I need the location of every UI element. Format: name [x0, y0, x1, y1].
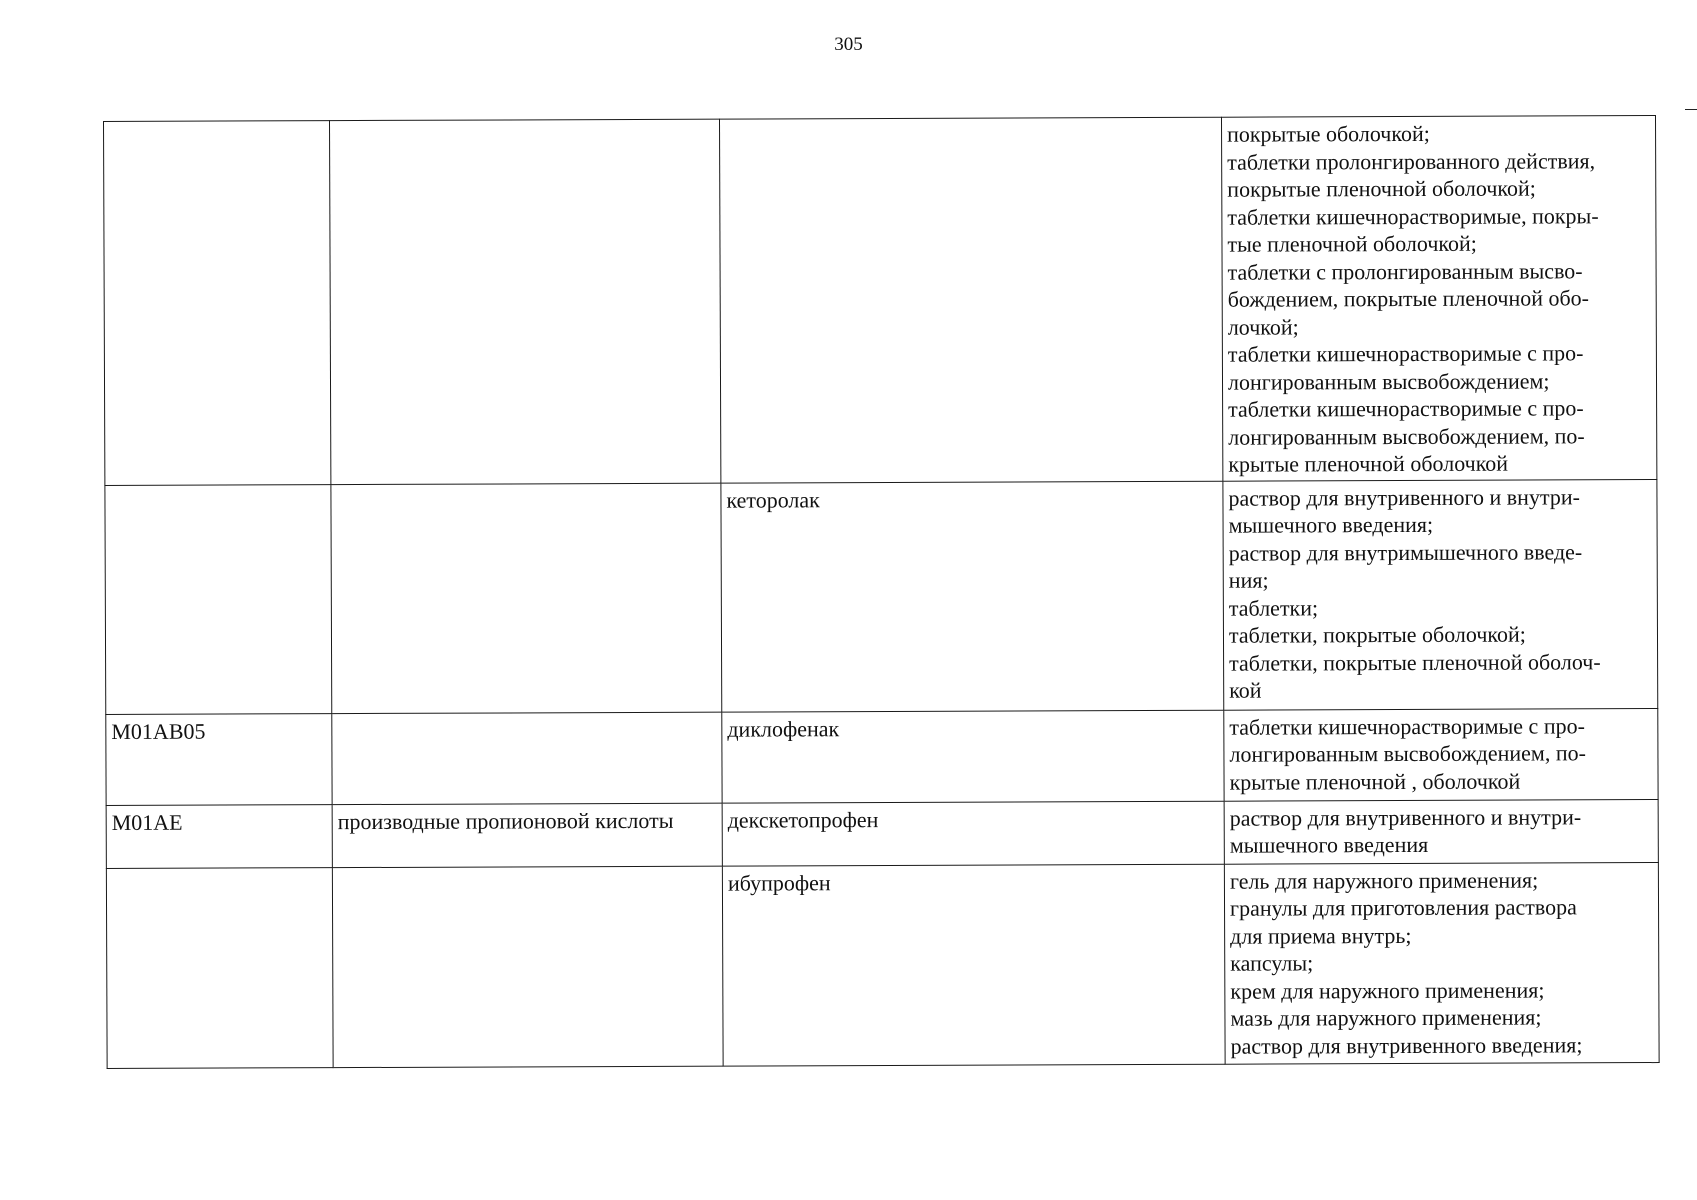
- atc-code-cell: [106, 867, 333, 1068]
- drug-name-cell: [719, 117, 1222, 482]
- drug-name-cell: ибупрофен: [722, 864, 1225, 1066]
- drug-name-cell: кеторолак: [721, 481, 1224, 712]
- group-cell: [331, 483, 722, 713]
- group-cell: [332, 866, 723, 1067]
- table-row: [106, 708, 1658, 805]
- group-cell: производные пропионовой кислоты: [332, 803, 722, 867]
- dosage-forms-cell: покрытые оболочкой; таблетки пролонгированного действия, покрытые пленочной оболочкой; таблетки кишечнорастворимые, покры- тые пленочной оболочкой; таблетки с пролонгированным высво- бождением, покрытые пленочной обо- лочкой; таблетки кишечнорастворимые с про- лонгированным высвобождением; таблетки кишечнорастворимые с про- лонгированным высвобождением, по- крытые пленочной оболочкой: [1221, 116, 1656, 481]
- drug-name-cell: декскетопрофен: [722, 801, 1224, 866]
- table-row: [106, 862, 1659, 1068]
- dosage-forms-cell: раствор для внутривенного и внутри- мышечного введения: [1224, 799, 1658, 864]
- dosage-forms-cell: гель для наружного применения; гранулы для приготовления раствора для приема внутрь; капсулы; крем для наружного применения; мазь для наружного применения; раствор для внутривенного введения;: [1224, 862, 1659, 1064]
- drug-name-cell: диклофенак: [722, 710, 1224, 803]
- page-number: 305: [834, 34, 863, 55]
- group-cell: [332, 712, 722, 804]
- dosage-forms-cell: раствор для внутривенного и внутри- мышечного введения; раствор для внутримышечного введе- ния; таблетки; таблетки, покрытые оболочкой; таблетки, покрытые пленочной оболоч- кой: [1223, 479, 1658, 710]
- atc-code-cell: M01AE: [106, 804, 332, 868]
- edge-mark: [1685, 109, 1697, 110]
- table-row: [105, 479, 1658, 714]
- group-cell: [330, 119, 721, 484]
- dosage-forms-cell: таблетки кишечнорастворимые с про- лонгированным высвобождением, по- крытые пленочной , оболочкой: [1224, 708, 1658, 801]
- atc-code-cell: M01AB05: [106, 713, 332, 805]
- medication-table: [103, 115, 1660, 1068]
- atc-code-cell: [104, 121, 331, 485]
- table-row: [106, 799, 1658, 868]
- atc-code-cell: [105, 484, 332, 714]
- table-row: [104, 116, 1657, 485]
